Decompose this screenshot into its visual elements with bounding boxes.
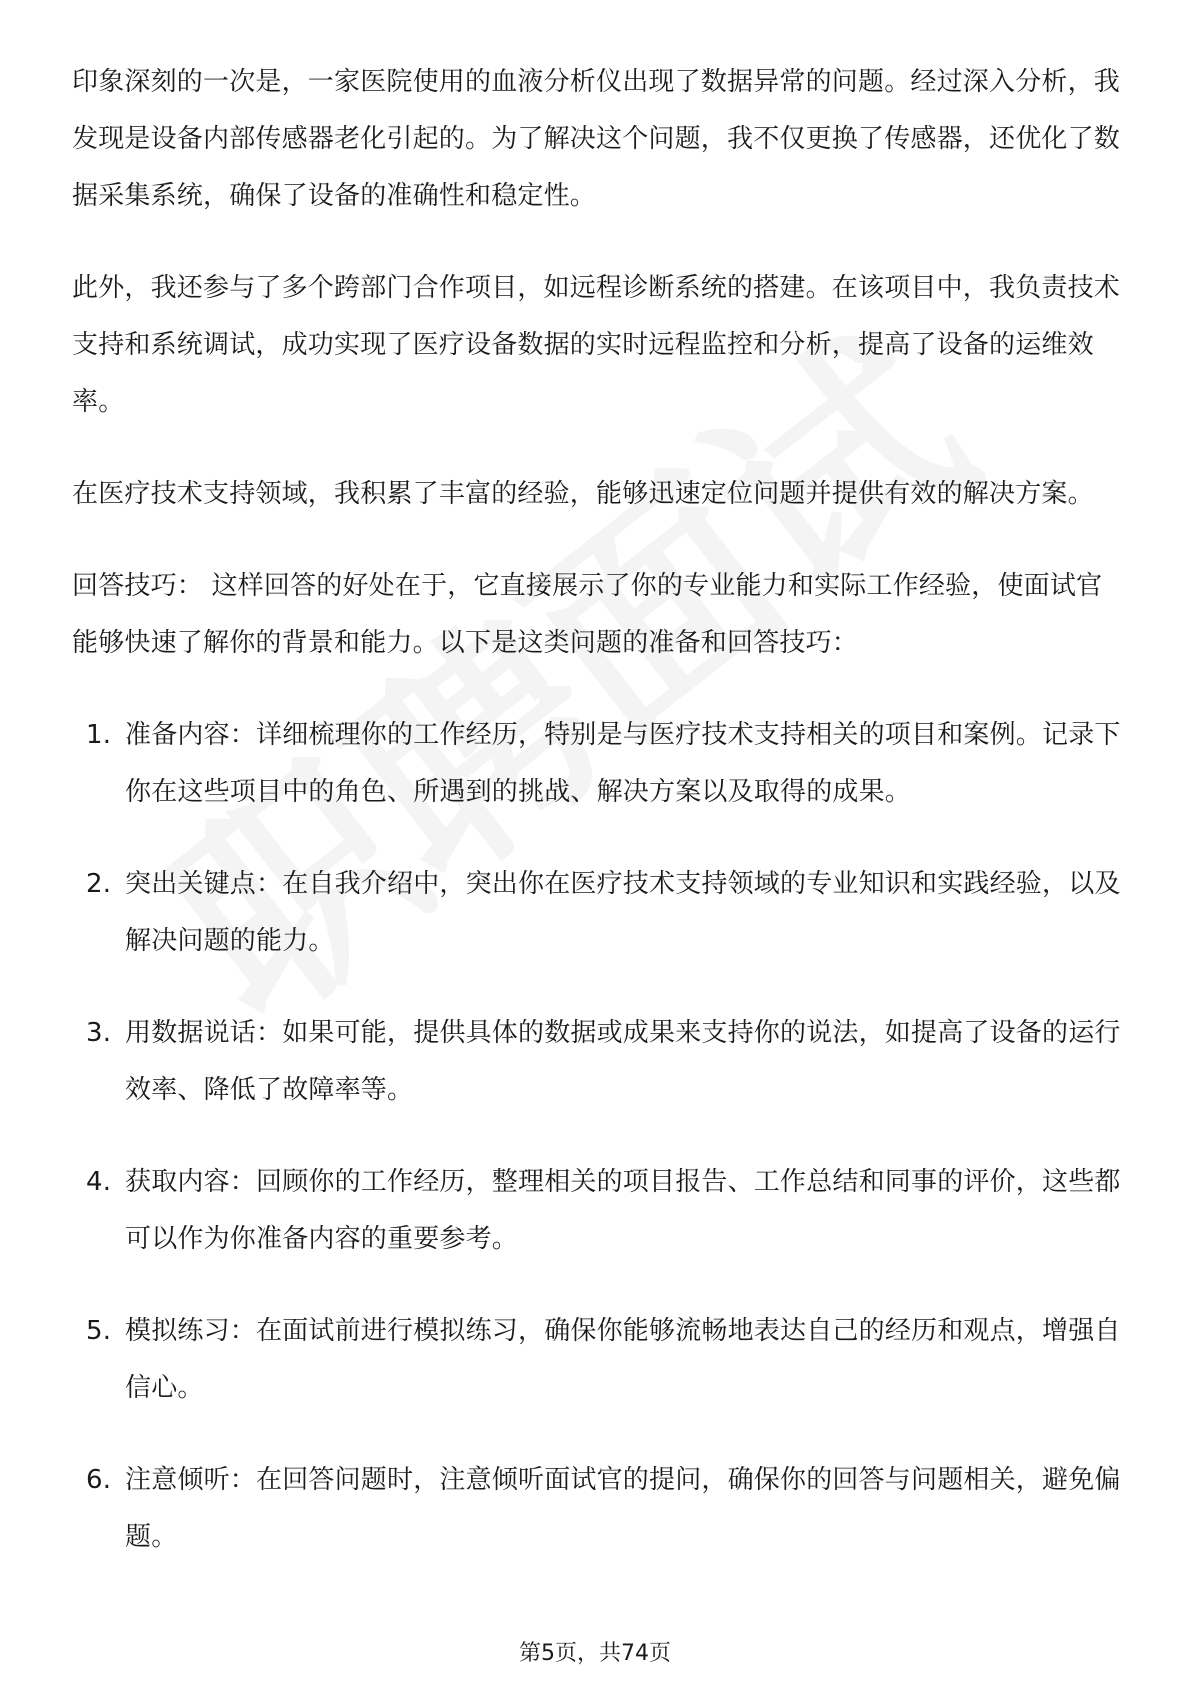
paragraph-remote-diagnosis: 此外，我还参与了多个跨部门合作项目，如远程诊断系统的搭建。在该项目中，我负责技术支持和系统调试，成功实现了医疗设备数据的实时远程监控和分析，提高了设备的运维效率。: [72, 273, 1121, 417]
list-item: [72, 1005, 1122, 1119]
list-item: [72, 856, 1122, 970]
list-item-text: 模拟练习：在面试前进行模拟练习，确保你能够流畅地表达自己的经历和观点，增强自信心。: [125, 1316, 1121, 1403]
list-item-text: 注意倾听：在回答问题时，注意倾听面试官的提问，确保你的回答与问题相关，避免偏题。: [125, 1465, 1121, 1552]
list-item: [72, 1154, 1122, 1268]
list-item-number: 3.: [86, 1018, 112, 1048]
list-item-number: 4.: [86, 1167, 112, 1197]
list-item-number: 6.: [86, 1465, 112, 1495]
list-item-number: 5.: [86, 1316, 112, 1346]
list-item-text: 准备内容：详细梳理你的工作经历，特别是与医疗技术支持相关的项目和案例。记录下你在这些项目中的角色、所遇到的挑战、解决方案以及取得的成果。: [125, 720, 1121, 807]
paragraph-answer-tips: 回答技巧： 这样回答的好处在于，它直接展示了你的专业能力和实际工作经验，使面试官能够快速了解你的背景和能力。以下是这类问题的准备和回答技巧：: [72, 571, 1103, 658]
list-item: [72, 1303, 1122, 1417]
page-number: 第5页，共74页: [519, 1641, 671, 1666]
paragraph-experience: 在医疗技术支持领域，我积累了丰富的经验，能够迅速定位问题并提供有效的解决方案。: [72, 479, 1094, 509]
list-item-text: 突出关键点：在自我介绍中，突出你在医疗技术支持领域的专业知识和实践经验，以及解决问题的能力。: [125, 869, 1121, 956]
document-body: [72, 54, 1122, 1601]
list-item-number: 2.: [86, 869, 112, 899]
tips-list: [72, 707, 1122, 1566]
paragraph-blood-analyzer: 印象深刻的一次是，一家医院使用的血液分析仪出现了数据异常的问题。经过深入分析，我发现是设备内部传感器老化引起的。为了解决这个问题，我不仅更换了传感器，还优化了数据采集系统，确保了设备的准确性和稳定性。: [72, 67, 1121, 211]
list-item: [72, 1452, 1122, 1566]
list-item-text: 获取内容：回顾你的工作经历，整理相关的项目报告、工作总结和同事的评价，这些都可以作为你准备内容的重要参考。: [125, 1167, 1121, 1254]
list-item-number: 1.: [86, 720, 112, 750]
list-item-text: 用数据说话：如果可能，提供具体的数据或成果来支持你的说法，如提高了设备的运行效率、降低了故障率等。: [125, 1018, 1121, 1105]
list-item: [72, 707, 1122, 821]
